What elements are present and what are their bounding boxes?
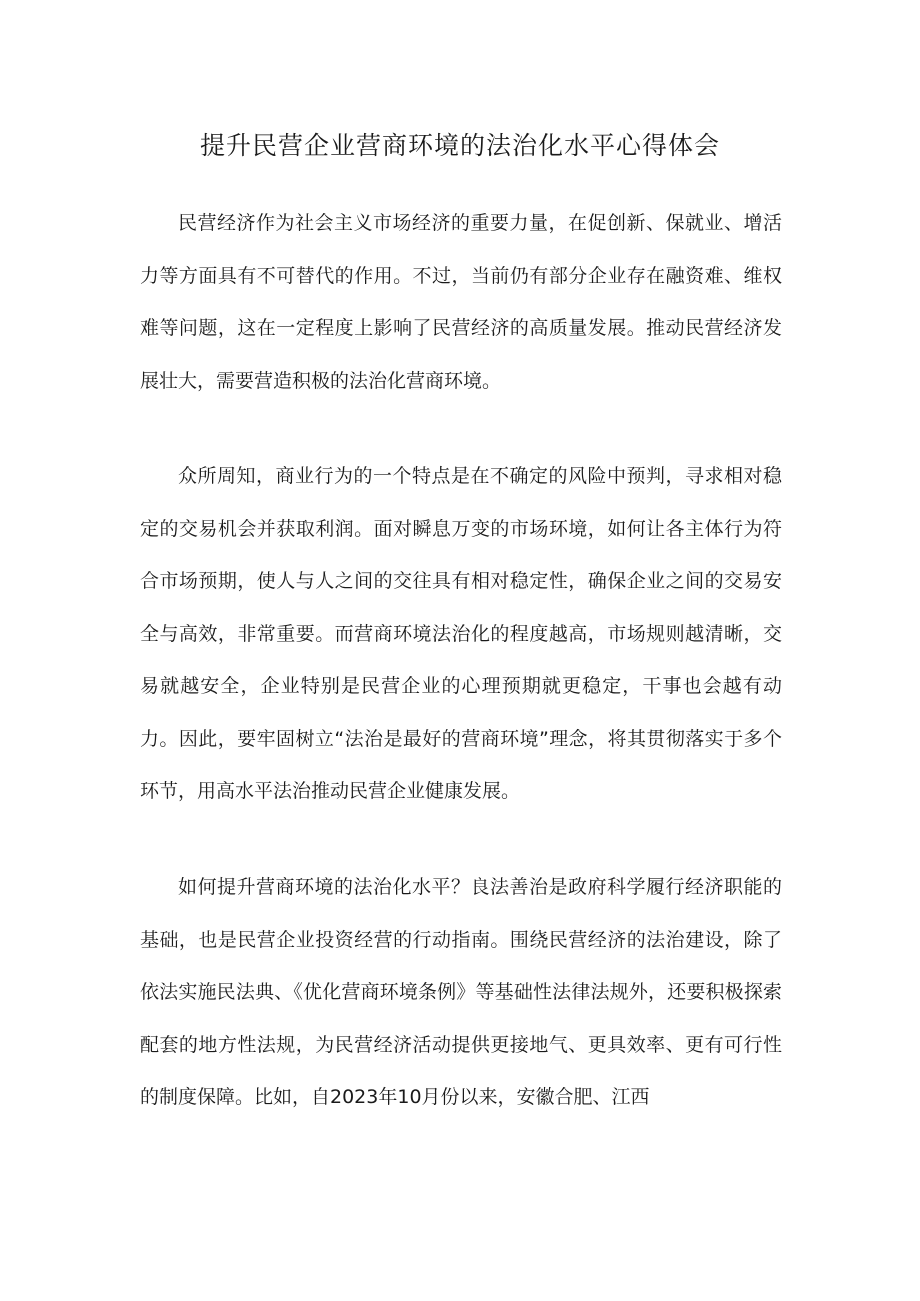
paragraph-3: 如何提升营商环境的法治化水平？良法善治是政府科学履行经济职能的基础，也是民营企业投资经营的行动指南。围绕民营经济的法治建设，除了依法实施民法典、《优化营商环境条例》等基础性法律法规外，还要积极探索配套的地方性法规，为民营经济活动提供更接地气、更具效率、更有可行性的制度保障。比如，自2023年10月份以来，安徽合肥、江西 <box>140 876 782 1108</box>
paragraph-1: 民营经济作为社会主义市场经济的重要力量，在促创新、保就业、增活力等方面具有不可替代的作用。不过，当前仍有部分企业存在融资难、维权难等问题，这在一定程度上影响了民营经济的高质量发展。推动民营经济发展壮大，需要营造积极的法治化营商环境。 <box>140 212 782 392</box>
paragraph-2: 众所周知，商业行为的一个特点是在不确定的风险中预判，寻求相对稳定的交易机会并获取利润。面对瞬息万变的市场环境，如何让各主体行为符合市场预期，使人与人之间的交往具有相对稳定性，确保企业之间的交易安全与高效，非常重要。而营商环境法治化的程度越高，市场规则越清晰，交易就越安全，企业特别是民营企业的心理预期就更稳定，干事也会越有动力。因此，要牢固树立“法治是最好的营商环境”理念，将其贯彻落实于多个环节，用高水平法治推动民营企业健康发展。 <box>140 465 782 802</box>
page-title: 提升民营企业营商环境的法治化水平心得体会 <box>199 131 720 160</box>
